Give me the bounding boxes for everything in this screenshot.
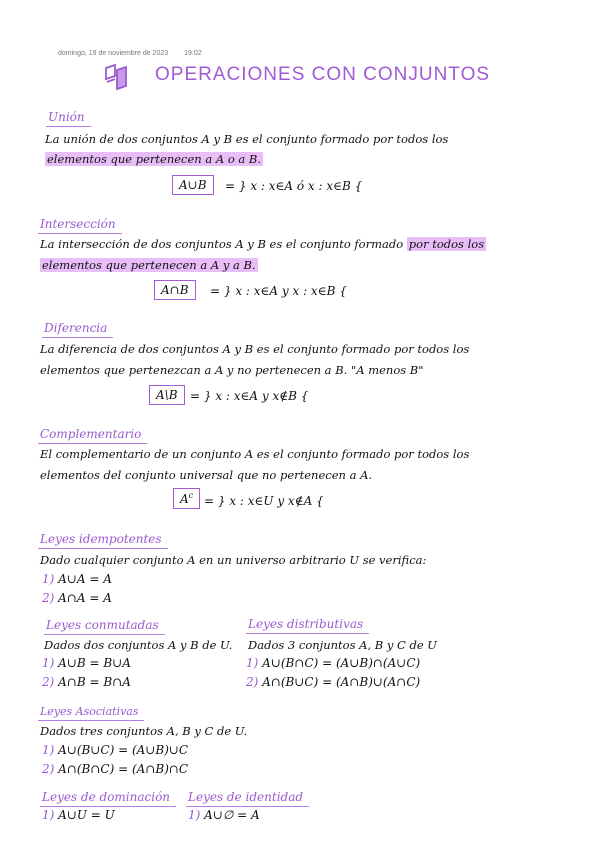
page-time: 19:02 (184, 50, 202, 57)
heading-dominacion: Leyes de dominación (42, 790, 171, 804)
asociativas-item-1 (42, 743, 188, 757)
interseccion-formula: = } x : x∈A y x : x∈B { (210, 284, 347, 298)
page-date: domingo, 19 de noviembre de 2023 (58, 50, 169, 57)
item-formula: A∪A = A (58, 572, 112, 586)
notebook-logo-icon (103, 62, 129, 94)
distributivas-item-2 (246, 675, 420, 689)
dominacion-item-1 (42, 808, 115, 822)
union-text-line1: La unión de dos conjuntos A y B es el conjunto formado por todos los (45, 132, 449, 146)
heading-distributivas: Leyes distributivas (248, 617, 364, 631)
heading-conmutadas: Leyes conmutadas (46, 618, 159, 632)
distributivas-item-1 (246, 656, 420, 670)
heading-asociativas: Leyes Asociativas (40, 705, 139, 718)
union-symbol-box: A∪B (172, 175, 214, 195)
item-formula: A∩(B∩C) = (A∩B)∩C (58, 762, 189, 776)
asociativas-item-2 (42, 762, 188, 776)
heading-complementario: Complementario (40, 427, 142, 441)
interseccion-text-line1b: por todos los (408, 237, 485, 251)
conmutadas-intro: Dados dos conjuntos A y B de U. (44, 638, 233, 652)
item-formula: A∪U = U (58, 808, 115, 822)
item-number: 1) (188, 808, 201, 822)
diferencia-symbol-box: A\B (149, 385, 185, 405)
item-formula: A∪∅ = A (204, 808, 260, 822)
heading-diferencia: Diferencia (44, 321, 108, 335)
interseccion-symbol-box: A∩B (154, 280, 196, 300)
heading-identidad: Leyes de identidad (188, 790, 304, 804)
asociativas-intro: Dados tres conjuntos A, B y C de U. (40, 724, 248, 738)
heading-union: Unión (48, 110, 85, 124)
union-formula: = } x : x∈A ó x : x∈B { (225, 179, 363, 193)
identidad-item-1 (188, 808, 260, 822)
idempotentes-intro: Dado cualquier conjunto A en un universo arbitrario U se verifica: (40, 553, 427, 567)
diferencia-formula: = } x : x∈A y x∉B { (190, 389, 309, 403)
item-formula: A∩A = A (58, 591, 112, 605)
item-formula: A∪(B∪C) = (A∪B)∪C (58, 743, 189, 757)
heading-interseccion: Intersección (40, 217, 116, 231)
item-number: 1) (42, 656, 55, 670)
page-title: OPERACIONES CON CONJUNTOS (155, 64, 491, 85)
item-number: 1) (246, 656, 259, 670)
item-number: 2) (42, 675, 55, 689)
diferencia-text-line1: La diferencia de dos conjuntos A y B es el conjunto formado por todos los (40, 342, 470, 356)
item-number: 1) (42, 808, 55, 822)
union-text-line2: elementos que pertenecen a A o a B. (47, 152, 262, 166)
item-number: 1) (42, 572, 55, 586)
interseccion-text-line1a: La intersección de dos conjuntos A y B es el conjunto formado (40, 237, 404, 251)
item-formula: A∩(B∪C) = (A∩B)∪(A∩C) (262, 675, 421, 689)
idempotentes-item-1 (42, 572, 112, 586)
heading-idempotentes: Leyes idempotentes (40, 532, 162, 546)
distributivas-intro: Dados 3 conjuntos A, B y C de U (248, 638, 437, 652)
item-formula: A∪B = B∪A (58, 656, 131, 670)
complementario-box-sup: c (188, 491, 194, 500)
conmutadas-item-2 (42, 675, 131, 689)
interseccion-text-line2: elementos que pertenecen a A y a B. (42, 258, 256, 272)
complementario-text-line1: El complementario de un conjunto A es el conjunto formado por todos los (40, 447, 470, 461)
item-formula: A∩B = B∩A (58, 675, 131, 689)
complementario-symbol-box (173, 488, 200, 509)
item-number: 1) (42, 743, 55, 757)
complementario-box-letter: A (180, 492, 189, 506)
item-number: 2) (42, 762, 55, 776)
complementario-formula: = } x : x∈U y x∉A { (204, 494, 324, 508)
diferencia-text-line2: elementos que pertenezcan a A y no pertenecen a B. "A menos B" (40, 363, 424, 377)
idempotentes-item-2 (42, 591, 112, 605)
item-number: 2) (246, 675, 259, 689)
complementario-text-line2: elementos del conjunto universal que no pertenecen a A. (40, 468, 373, 482)
item-formula: A∪(B∩C) = (A∪B)∩(A∪C) (262, 656, 421, 670)
conmutadas-item-1 (42, 656, 131, 670)
page-meta (58, 50, 216, 57)
item-number: 2) (42, 591, 55, 605)
